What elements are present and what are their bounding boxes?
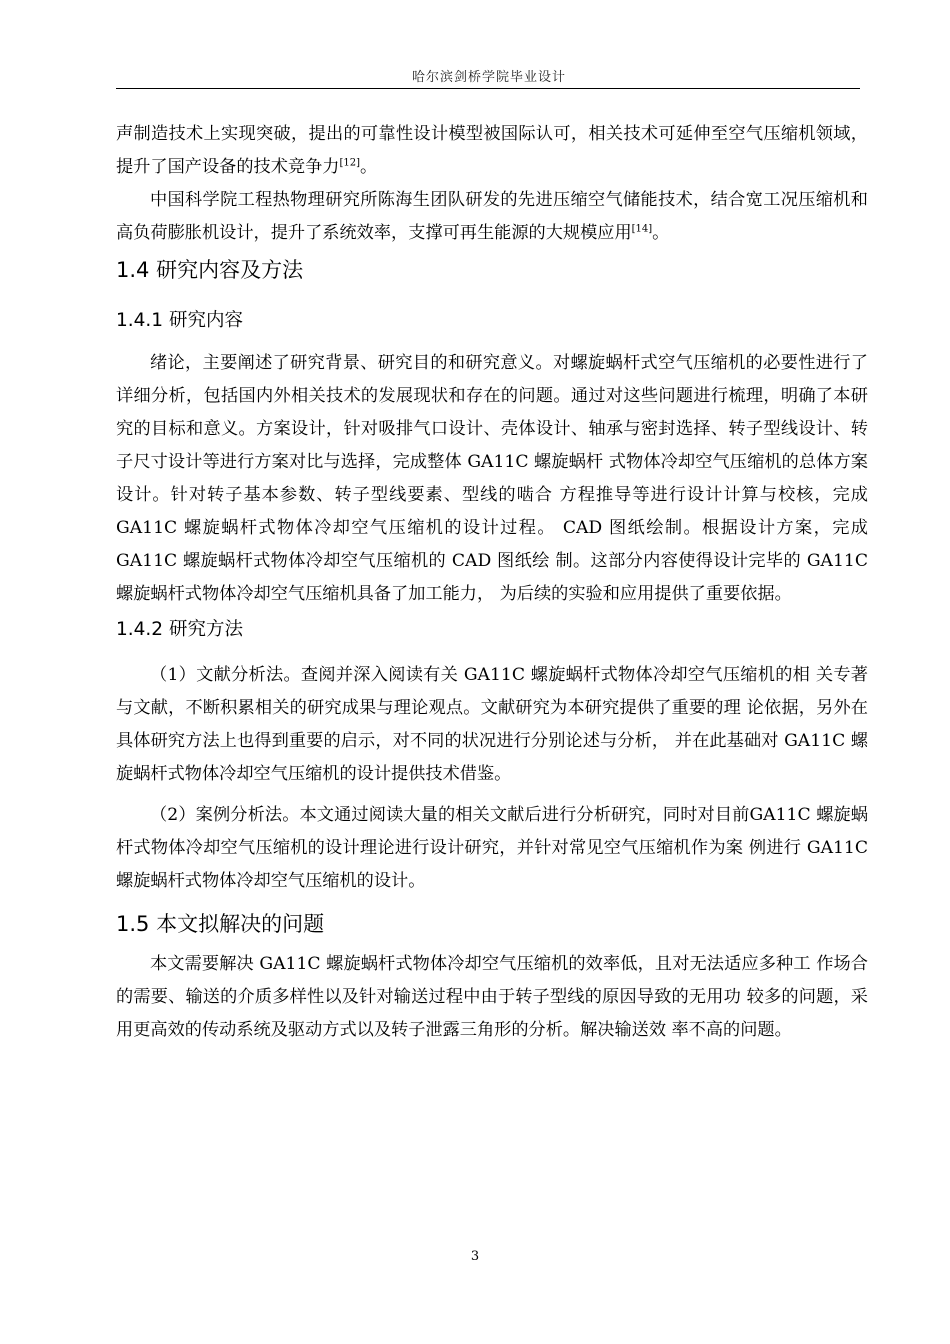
paragraph: 本文需要解决 GA11C 螺旋蜗杆式物体冷却空气压缩机的效率低，且对无法适应多种工 作场合的需要、输送的介质多样性以及针对输送过程中由于转子型线的原因导致的无用功 较多的问题，采用更高效的传动系统及驱动方式以及转子泄露三角形的分析。解决输送效 率不高的问题。 <box>116 954 868 1040</box>
subsection-heading: 1.4.2 研究方法 <box>116 619 243 640</box>
paragraph: （2）案例分析法。本文通过阅读大量的相关文献后进行分析研究，同时对目前GA11C 螺旋蜗杆式物体冷却空气压缩机的设计理论进行设计研究，并针对常见空气压缩机作为案 例进行 GA11C 螺旋蜗杆式物体冷却空气压缩机的设计。 <box>116 805 868 891</box>
paragraph-text: 中国科学院工程热物理研究所陈海生团队研发的先进压缩空气储能技术，结合宽工况压缩机和高负荷膨胀机设计，提升了系统效率，支撑可再生能源的大规模应用 <box>116 190 868 243</box>
paragraph-end: 。 <box>652 223 670 243</box>
section-heading: 1.5 本文拟解决的问题 <box>116 912 325 936</box>
paragraph-end: 。 <box>359 157 378 177</box>
continued-paragraph <box>116 118 868 184</box>
page-body <box>116 118 868 1047</box>
running-header: 哈尔滨剑桥学院毕业设计 <box>411 70 566 85</box>
header-divider <box>116 88 860 89</box>
page-number: 3 <box>470 1249 480 1264</box>
subsection-heading: 1.4.1 研究内容 <box>116 310 243 331</box>
paragraph: （1）文献分析法。查阅并深入阅读有关 GA11C 螺旋蜗杆式物体冷却空气压缩机的相 关专著与文献，不断积累相关的研究成果与理论观点。文献研究为本研究提供了重要的理 论依据，另外在具体研究方法上也得到重要的启示，对不同的状况进行分别论述与分析， 并在此基础对 GA11C 螺旋蜗杆式物体冷却空气压缩机的设计提供技术借鉴。 <box>116 665 868 784</box>
paragraph-text: 声制造技术上实现突破，提出的可靠性设计模型被国际认可，相关技术可延伸至空气压缩机领域，提升了国产设备的技术竞争力 <box>116 124 868 177</box>
paragraph: 绪论，主要阐述了研究背景、研究目的和研究意义。对螺旋蜗杆式空气压缩机的必要性进行了详细分析，包括国内外相关技术的发展现状和存在的问题。通过对这些问题进行梳理，明确了本研究的目标和意义。方案设计，针对吸排气口设计、壳体设计、轴承与密封选择、转子型线设计、转子尺寸设计等进行方案对比与选择，完成整体 GA11C 螺旋蜗杆 式物体冷却空气压缩机的总体方案设计。针对转子基本参数、转子型线要素、型线的啮合 方程推导等进行设计计算与校核，完成 GA11C 螺旋蜗杆式物体冷却空气压缩机的设计过程。 CAD 图纸绘制。根据设计方案，完成 GA11C 螺旋蜗杆式物体冷却空气压缩机的 CAD 图纸绘 制。这部分内容使得设计完毕的 GA11C 螺旋蜗杆式物体冷却空气压缩机具备了加工能力， 为后续的实验和应用提供了重要依据。 <box>116 353 868 604</box>
paragraph <box>116 184 868 250</box>
citation-ref: [12] <box>339 157 360 169</box>
citation-ref: [14] <box>631 223 653 235</box>
section-heading: 1.4 研究内容及方法 <box>116 258 304 282</box>
